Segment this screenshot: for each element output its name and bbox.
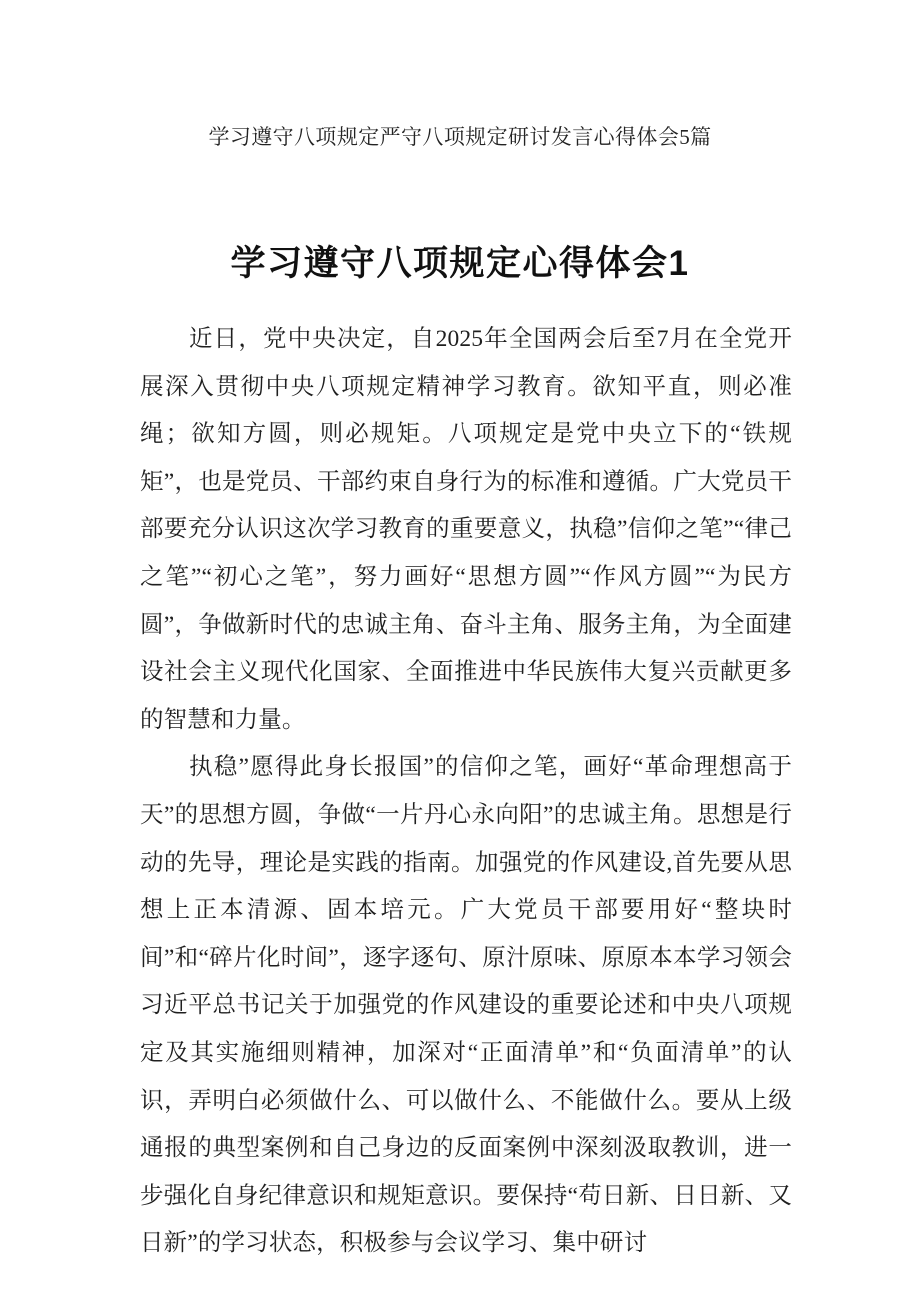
body-paragraph-2: 执稳”愿得此身长报国”的信仰之笔，画好“革命理想高于天”的思想方圆，争做“一片丹心永向阳”的忠诚主角。思想是行动的先导，理论是实践的指南。加强党的作风建设,首先要从思想上正本清源、固本培元。广大党员干部要用好“整块时间”和“碎片化时间”，逐字逐句、原汁原味、原原本本学习领会习近平总书记关于加强党的作风建设的重要论述和中央八项规定及其实施细则精神，加深对“正面清单”和“负面清单”的认识，弄明白必须做什么、可以做什么、不能做什么。要从上级通报的典型案例和自己身边的反面案例中深刻汲取教训，进一步强化自身纪律意识和规矩意识。要保持“苟日新、日日新、又日新”的学习状态，积极参与会议学习、集中研讨 — [140, 754, 792, 1257]
page-title: 学习遵守八项规定心得体会1 — [230, 244, 690, 284]
document-body — [140, 316, 792, 1268]
running-header: 学习遵守八项规定严守八项规定研讨发言心得体会5篇 — [208, 125, 712, 149]
body-paragraph-1: 近日，党中央决定，自2025年全国两会后至7月在全党开展深入贯彻中央八项规定精神学习教育。欲知平直，则必准绳；欲知方圆，则必规矩。八项规定是党中央立下的“铁规矩”，也是党员、干部约束自身行为的标准和遵循。广大党员干部要充分认识这次学习教育的重要意义，执稳”信仰之笔”“律己之笔”“初心之笔”，努力画好“思想方圆”“作风方圆”“为民方圆”，争做新时代的忠诚主角、奋斗主角、服务主角，为全面建设社会主义现代化国家、全面推进中华民族伟大复兴贡献更多的智慧和力量。 — [140, 326, 792, 733]
